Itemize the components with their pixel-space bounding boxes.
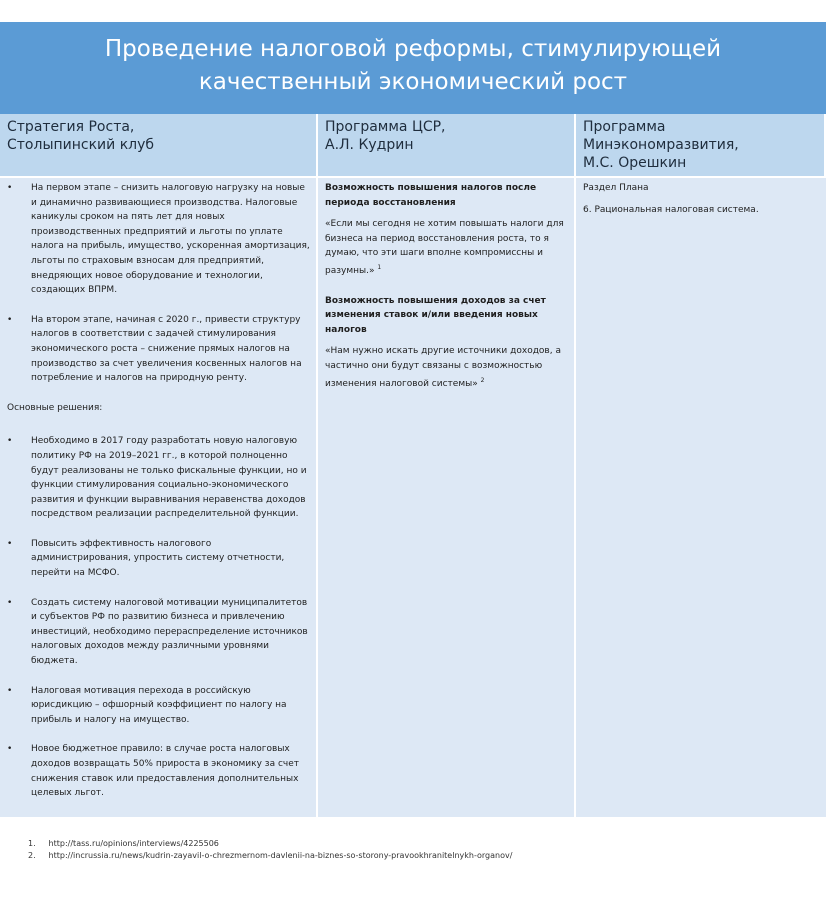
header-csr-program (318, 114, 576, 178)
footnote-number: 1. (28, 839, 36, 848)
footnote-number: 2. (28, 851, 36, 860)
list-item (7, 684, 310, 728)
footnotes (28, 838, 512, 862)
list-item-text: На первом этапе – снизить налоговую нагрузку на новые и динамично развивающиеся производства. Налоговые каникулы сроком на пять лет для новых производственных предприятий и льготы по уплате налога на прибыль, имущество, ускоренная амортизация, льготы по страховым взносам для предприятий, внедряющих новое оборудование и технологии, создающих ВПРМ. (31, 183, 310, 296)
header-line: Программа ЦСР, (325, 119, 446, 135)
quote (325, 217, 568, 278)
footnote (28, 850, 512, 862)
header-line: А.Л. Кудрин (325, 137, 414, 153)
body-minecon-program (576, 178, 826, 817)
list-item-text: Необходимо в 2017 году разработать новую налоговую политику РФ на 2019–2021 гг., в которой полноценно будут реализованы не только фискальные функции, но и функции стимулирования социально-экономического развития и функции выравнивания неравенства доходов посредством реализации распределительной функции. (31, 436, 307, 520)
bullet-icon (7, 816, 12, 817)
header-strategy-growth (0, 114, 318, 178)
body-csr-program (318, 178, 576, 817)
bullet-icon: • (7, 597, 13, 608)
quote-text: «Если мы сегодня не хотим повышать налоги для бизнеса на период восстановления роста, то я думаю, что эти шаги вполне компромиссны и разумны.» (325, 219, 564, 276)
plan-section-item: 6. Рациональная налоговая система. (583, 204, 759, 215)
bullet-icon: • (7, 314, 13, 325)
bullet-icon: • (7, 183, 13, 193)
plan-section-label: Раздел Плана (583, 183, 649, 193)
list-item-text: На втором этапе, начиная с 2020 г., привести структуру налогов в соответствии с задачей стимулирования экономического роста – снижение прямых налогов на производство за счет увеличения косвенных налогов на потребление и налогов на природную ренту. (31, 314, 302, 384)
body-strategy-growth (0, 178, 318, 817)
quote (325, 344, 568, 391)
header-line: Минэкономразвития, (583, 137, 739, 153)
quote-text: «Нам нужно искать другие источники доходов, а частично они будут связаны с возможностью изменения налоговой системы» (325, 346, 561, 389)
header-minecon-program (576, 114, 826, 178)
list-item-text: Повысить эффективность налогового администрирования, упростить систему отчетности, перейти на МСФО. (31, 538, 285, 579)
header-line: Стратегия Роста, (7, 119, 135, 135)
list-item (7, 434, 310, 522)
slide-title (0, 22, 826, 114)
list-item (7, 742, 310, 800)
header-line: Столыпинский клуб (7, 137, 155, 153)
bullet-icon: • (7, 744, 13, 755)
footnote (28, 838, 512, 850)
section-heading: Возможность повышения налогов после периода восстановления (325, 183, 537, 208)
header-line: М.С. Орешкин (583, 155, 687, 171)
decisions-title: Основные решения: (7, 402, 103, 413)
bullet-icon: • (7, 538, 13, 549)
list-item (7, 816, 310, 817)
title-line-2: качественный экономический рост (198, 69, 628, 95)
header-line: Программа (583, 119, 666, 135)
section-heading: Возможность повышения доходов за счет изменения ставок и/или введения новых налогов (325, 295, 546, 335)
list-item-text: Налоговая мотивация перехода в российскую юрисдикцию – офшорный коэффициент по налогу на прибыль и налогу на имущество. (31, 685, 287, 725)
bullet-icon: • (7, 685, 13, 696)
bullet-icon: • (7, 436, 13, 447)
list-item (7, 181, 310, 298)
comparison-table (0, 114, 826, 817)
list-item (7, 537, 310, 581)
title-line-1: Проведение налоговой реформы, стимулирующей (104, 36, 722, 62)
list-item (7, 596, 310, 669)
list-item (7, 313, 310, 386)
footnote-ref: 1 (377, 263, 382, 271)
footnote-ref: 2 (480, 376, 485, 384)
footnote-link[interactable]: http://tass.ru/opinions/interviews/4225506 (48, 839, 219, 848)
footnote-link[interactable]: http://incrussia.ru/news/kudrin-zayavil-o-chrezmernom-davlenii-na-biznes-so-storony-pravookhranitelnykh-organov/ (48, 851, 513, 860)
list-item-text: Новое бюджетное правило: в случае роста налоговых доходов возвращать 50% прироста в экономику за счет снижения ставок или предоставления дополнительных целевых льгот. (31, 744, 299, 799)
list-item-text: Создать систему налоговой мотивации муниципалитетов и субъектов РФ по развитию бизнеса и привлечению инвестиций, необходимо перераспределение источников налоговых доходов между различными уровнями бюджета. (31, 597, 308, 667)
